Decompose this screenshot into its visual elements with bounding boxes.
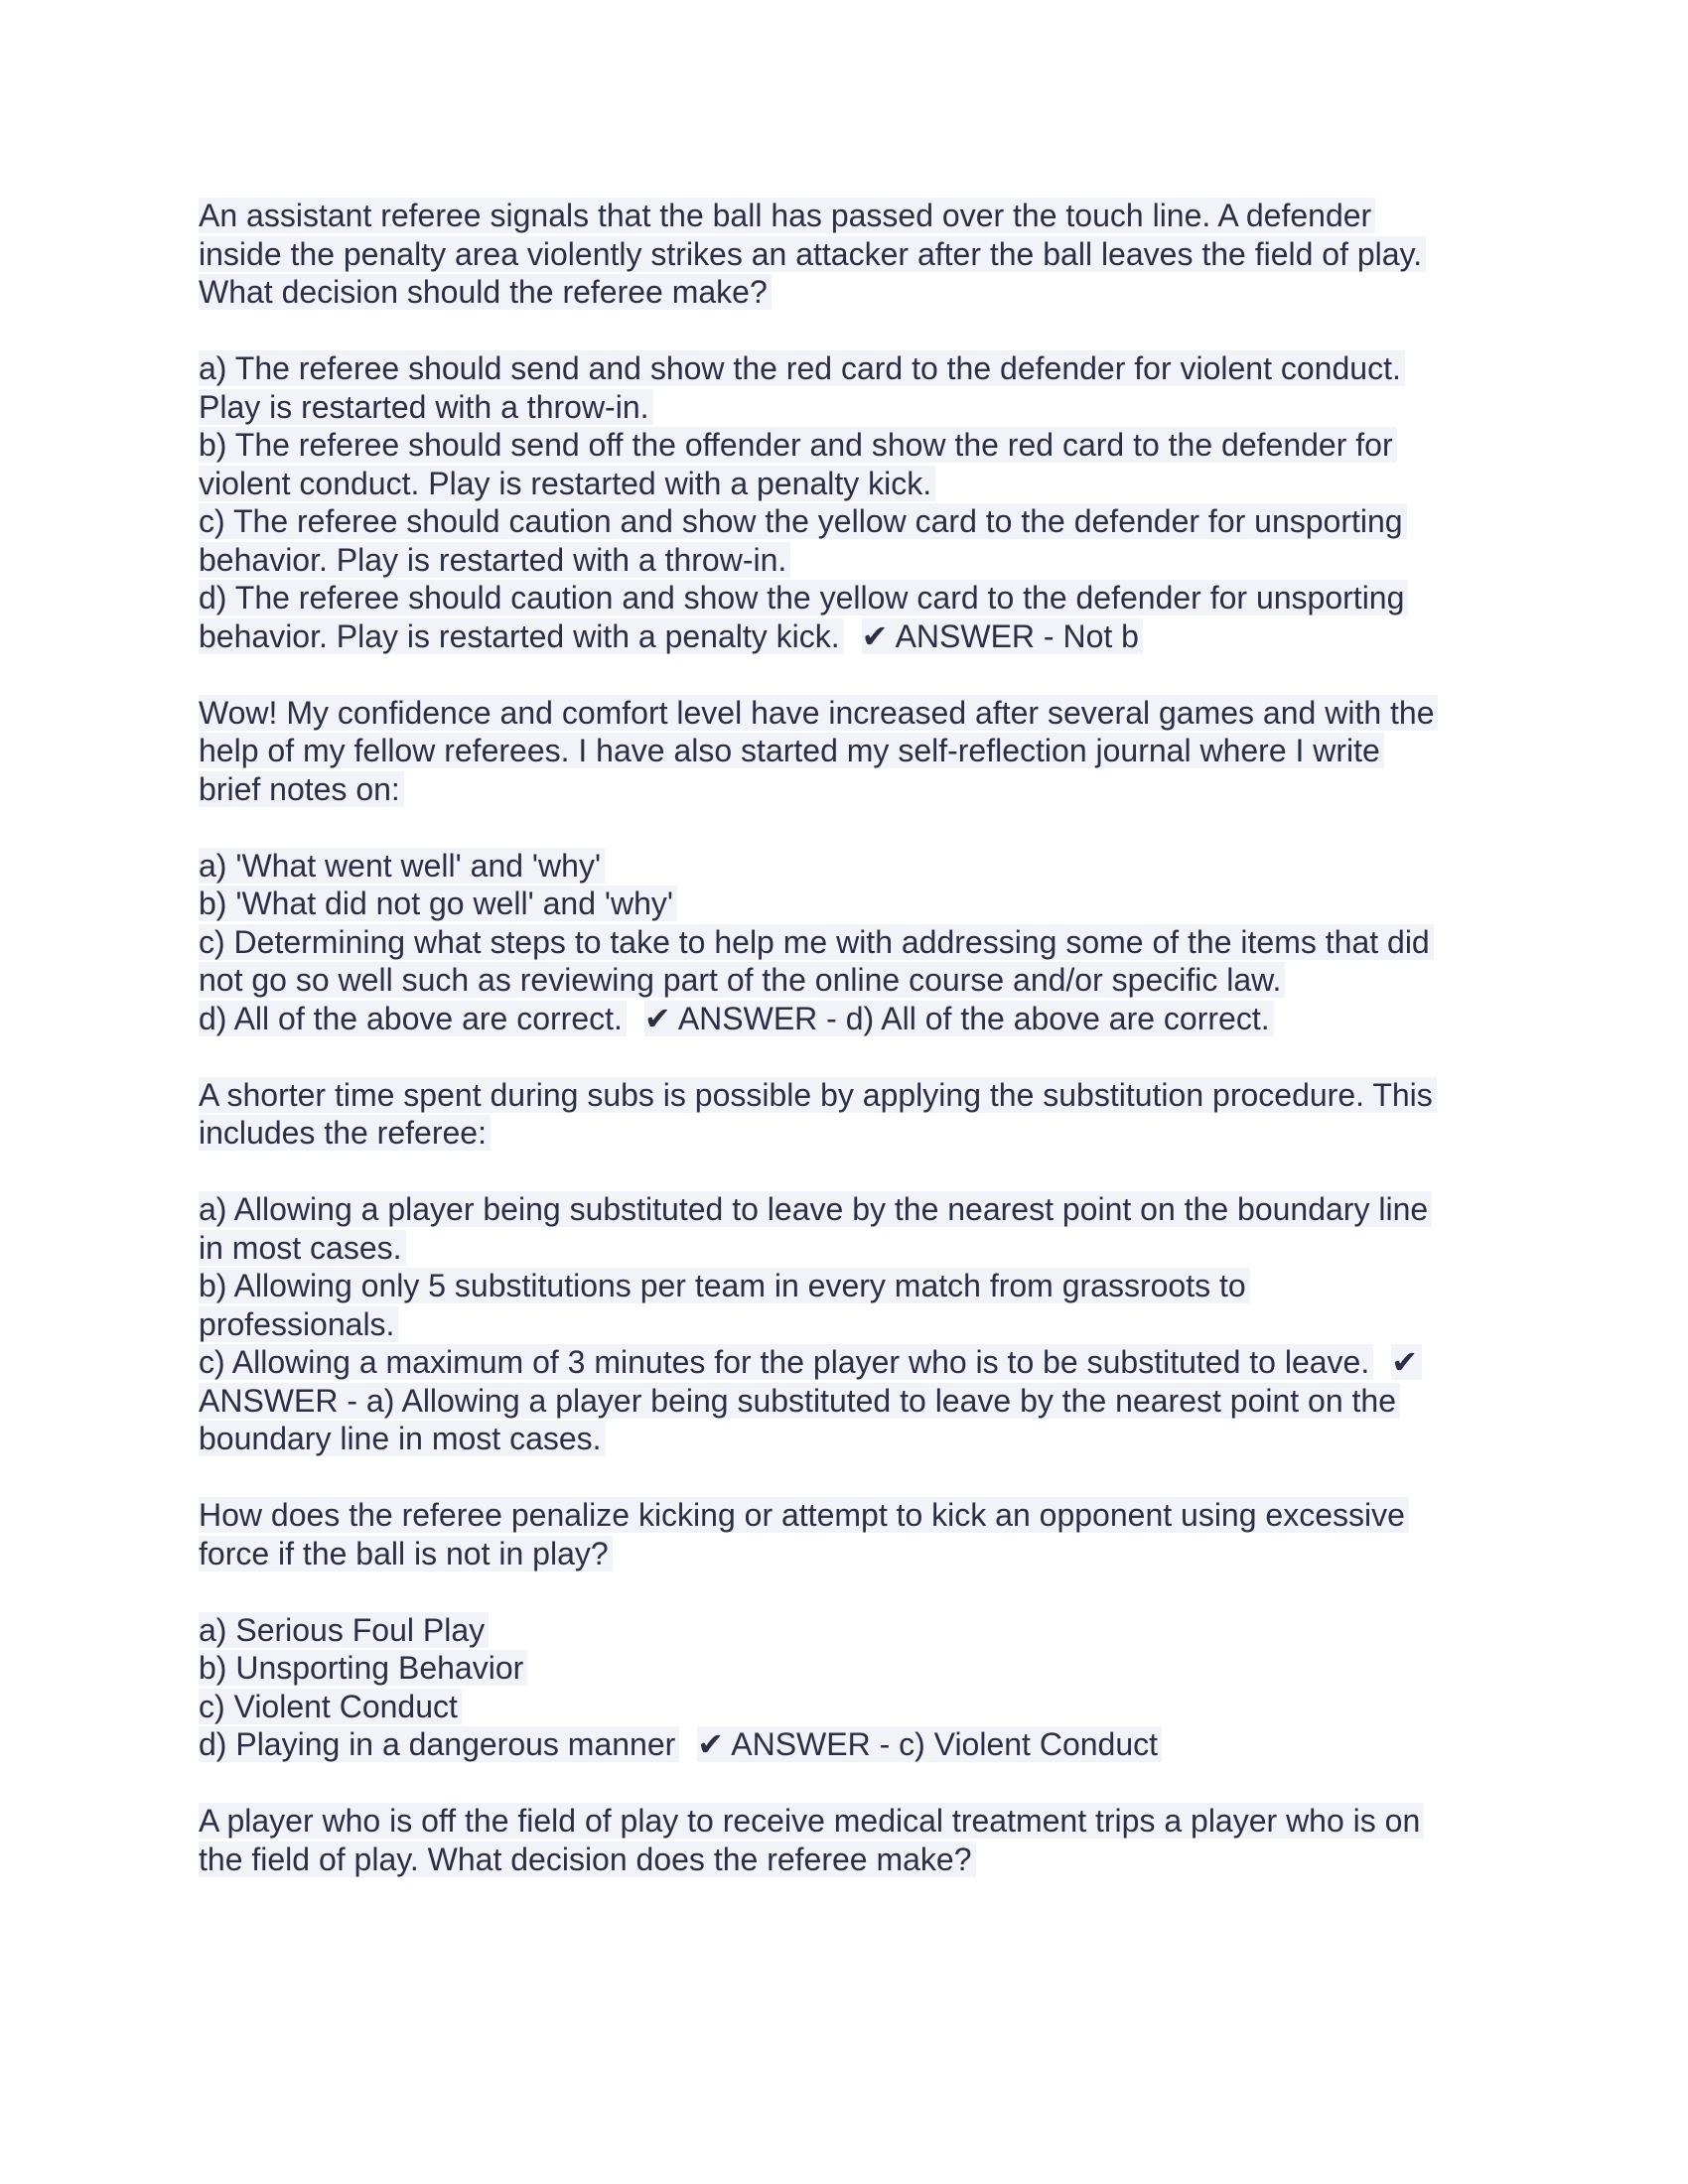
question-3 xyxy=(199,1076,1499,1153)
question-text: An assistant referee signals that the ball has passed over the touch line. A defender xyxy=(199,198,1375,233)
option-line: c) The referee should caution and show the yellow card to the defender for unsporting xyxy=(199,503,1407,539)
answer-text: ✔ ANSWER - d) All of the above are correct. xyxy=(644,1001,1274,1036)
question-5 xyxy=(199,1802,1499,1878)
question-text: What decision should the referee make? xyxy=(199,274,772,310)
question-text: force if the ball is not in play? xyxy=(199,1536,613,1571)
question-1-options xyxy=(199,349,1499,655)
option-line: a) 'What went well' and 'why' xyxy=(199,848,605,884)
option-line: b) Allowing only 5 substitutions per team in every match from grassroots to xyxy=(199,1268,1250,1303)
question-text: How does the referee penalize kicking or attempt to kick an opponent using excessive xyxy=(199,1497,1409,1533)
answer-text: ANSWER - a) Allowing a player being substituted to leave by the nearest point on the xyxy=(199,1383,1400,1419)
option-line: professionals. xyxy=(199,1306,398,1342)
question-4 xyxy=(199,1496,1499,1572)
question-1 xyxy=(199,197,1499,312)
option-line: a) The referee should send and show the red card to the defender for violent conduct. xyxy=(199,350,1405,386)
question-3-options xyxy=(199,1190,1499,1458)
option-line: b) Unsporting Behavior xyxy=(199,1650,527,1686)
question-4-options xyxy=(199,1611,1499,1764)
question-text: the field of play. What decision does the referee make? xyxy=(199,1842,976,1877)
option-line: violent conduct. Play is restarted with a penalty kick. xyxy=(199,466,935,501)
question-2 xyxy=(199,694,1499,809)
option-line: in most cases. xyxy=(199,1230,406,1266)
option-line: d) Playing in a dangerous manner xyxy=(199,1726,679,1762)
option-line: c) Allowing a maximum of 3 minutes for the player who is to be substituted to leave. xyxy=(199,1344,1373,1380)
question-2-options xyxy=(199,847,1499,1038)
question-text: Wow! My confidence and comfort level have increased after several games and with the xyxy=(199,695,1438,731)
option-line: c) Determining what steps to take to help me with addressing some of the items that did xyxy=(199,924,1434,960)
option-line: a) Serious Foul Play xyxy=(199,1612,489,1648)
option-line: d) All of the above are correct. xyxy=(199,1001,627,1036)
option-line: behavior. Play is restarted with a penalty kick. xyxy=(199,618,844,654)
answer-check-icon: ✔ xyxy=(1391,1344,1422,1380)
option-line: d) The referee should caution and show the yellow card to the defender for unsporting xyxy=(199,580,1408,615)
option-line: not go so well such as reviewing part of the online course and/or specific law. xyxy=(199,962,1285,998)
answer-text: ✔ ANSWER - Not b xyxy=(862,618,1143,654)
option-line: a) Allowing a player being substituted to leave by the nearest point on the boundary line xyxy=(199,1191,1432,1227)
question-text: A shorter time spent during subs is possible by applying the substitution procedure. This xyxy=(199,1077,1437,1113)
answer-text: ✔ ANSWER - c) Violent Conduct xyxy=(697,1726,1162,1762)
question-text: brief notes on: xyxy=(199,771,404,807)
option-line: b) 'What did not go well' and 'why' xyxy=(199,886,677,921)
question-text: includes the referee: xyxy=(199,1115,491,1151)
question-text: A player who is off the field of play to receive medical treatment trips a player who is on xyxy=(199,1803,1424,1839)
document-page xyxy=(199,197,1499,1878)
option-line: behavior. Play is restarted with a throw-in. xyxy=(199,542,790,578)
option-line: c) Violent Conduct xyxy=(199,1689,462,1724)
option-line: Play is restarted with a throw-in. xyxy=(199,389,653,425)
answer-text: boundary line in most cases. xyxy=(199,1421,606,1456)
option-line: b) The referee should send off the offender and show the red card to the defender for xyxy=(199,427,1397,463)
question-text: inside the penalty area violently strikes an attacker after the ball leaves the field of play. xyxy=(199,236,1426,272)
question-text: help of my fellow referees. I have also started my self-reflection journal where I write xyxy=(199,733,1384,768)
